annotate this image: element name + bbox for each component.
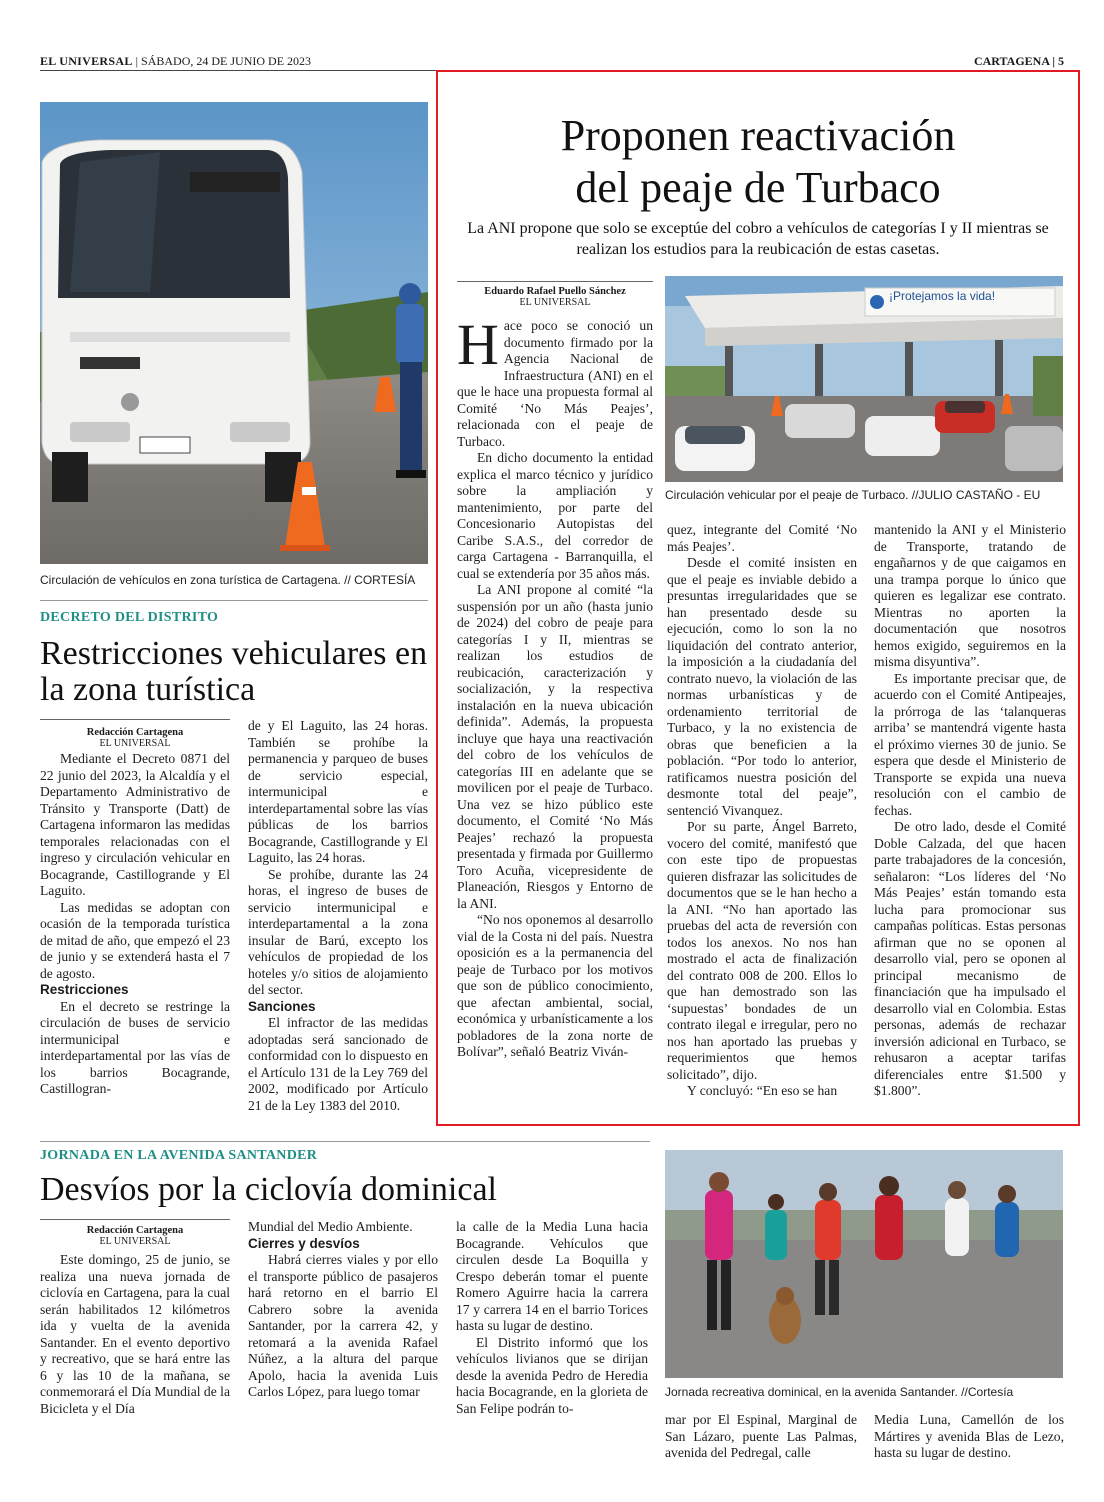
main-byline-org: EL UNIVERSAL [519,297,591,308]
paragraph: En el decreto se restringe la circulación de buses de servicio intermunicipal e interdepartamental por las vías de los barrios Bocagrande, Castillogran- [40,998,230,1096]
left-kicker: DECRETO DEL DISTRITO [40,610,219,625]
bus-photo [40,102,428,564]
main-headline [446,110,1070,214]
main-deck: La ANI propone que solo se exceptúe del cobro a vehículos de categorías I y II mientras se realizan los estudios para la reubicación de estas casetas. [467,220,1049,258]
paragraph: El Distrito informó que los vehículos livianos que se dirijan desde la avenida Pedro de Heredia hacia Bocagrande, en la glorieta de San Felipe podrán to- [456,1334,648,1416]
paragraph: El infractor de las medidas adoptadas será sancionado de conformidad con lo dispuesto en el Artículo 131 de la Ley 769 del 2002, modificado por Artículo 21 de la Ley 1383 del 2010. [248,1015,428,1113]
left-headline: Restricciones vehiculares en la zona turística [40,635,428,708]
paragraph: Habrá cierres viales y por ello el transporte público de pasajeros hará retorno en el barrio El Cabrero sobre la avenida Santander, por la carrera 42, y retomará a la avenida Rafael Núñez, a la altura del parque Apolo, hacia la avenida Luis Carlos López, para luego tomar [248,1252,438,1399]
paragraph: de y El Laguito, las 24 horas. También se prohíbe la permanencia y parqueo de buses de servicio especial, intermunicipal e interdepartamental sobre las vías públicas de los barrios Bocagrande, Castillogrande y El Laguito, las 24 horas. [248,718,428,865]
toll-photo-illustration [665,276,1063,482]
main-lead-text: ace poco se conoció un documento firmado por la Agencia Nacional de Infraestructura (ANI) en el que le hace una propuesta formal al Comité ‘No Más Peajes’, relacionada con el peaje de Turbaco. [457,318,653,449]
paragraph [457,312,653,450]
page-number: 5 [1058,54,1064,68]
bottom-byline-org: EL UNIVERSAL [99,1236,171,1247]
paragraph: Mediante el Decreto 0871 del 22 junio del 2023, la Alcaldía y el Departamento Administrativo de Tránsito y Transporte (Datt) de Cartagena informaron las medidas temporales relacionadas con el ingreso y circulación vehicular en Bocagrande, Castillogrande y El Laguito. [40,751,230,898]
bottom-story-col1 [40,1252,230,1417]
ciclovia-photo [665,1150,1063,1378]
left-byline [40,727,230,749]
paragraph: La ANI propone al comité “la suspensión por un año (hasta junio de 2024) del cobro de peaje para categorías I y II, mientras se realizan los estudios de reubicación, caracterización y socialización, y la respectiva instalación en la nueva ubicación definida”. Además, la propuesta incluye que haya una reactivación del cobro de los vehículos de categorías III en adelante que se movilicen por el peaje de Turbaco. Una vez se hizo público este documento, el Comité ‘No Más Peajes’ rechazó la propuesta presentada y firmada por Guillermo Toro Acuña, vicepresidente de Planeación, Riesgos y Entorno de la ANI. [457,582,653,911]
bottom-subhead: Cierres y desvíos [248,1235,360,1251]
paragraph: Este domingo, 25 de junio, se realiza una nueva jornada de ciclovía en Cartagena, para la cual serán habilitados 12 kilómetros ida y vuelta de la avenida Santander. En el evento deportivo y recreativo, que se hará entre las 6 y las 10 de la mañana, se conmemorará el Día Mundial de la Bicicleta y el Día [40,1252,230,1416]
section-name: CARTAGENA [973,54,1050,68]
paragraph: Por su parte, Ángel Barreto, vocero del comité, manifestó que con este tipo de propuestas quieren disfrazar las solicitudes de documentos que se le han hecho a la ANI. “No han aportado las pruebas del acta de reversión con todos los anexos. No nos han mostrado el acta de finalización del contrato 008 de 200. Ellos lo que han demostrado son las ‘supuestas’ bondades de un contrato ilegal e irregular, pero no nos han aportado las pruebas y requerimientos que hemos solicitado”, dijo. [667,819,857,1082]
main-dropcap: H [457,312,499,377]
main-story-col3 [874,522,1066,1100]
paragraph: Mundial del Medio Ambiente. [248,1219,413,1234]
bottom-story-col2 [248,1219,438,1401]
left-subhead-restricciones: Restricciones [40,982,129,997]
bottom-story-col3 [456,1219,648,1417]
left-byline-org: EL UNIVERSAL [99,738,171,749]
paragraph: En dicho documento la entidad explica el marco técnico y jurídico sobre la ampliación y mantenimiento, por parte del Concesionario Autopistas del Caribe S.A.S., del corredor de carga Cartagena - Barranquilla, el cual se extendería por 35 años más. [457,450,653,581]
bottom-byline-rule [40,1219,230,1220]
ciclovia-photo-illustration [665,1150,1063,1378]
left-byline-name: Redacción Cartagena [86,727,184,738]
bottom-byline-name: Redacción Cartagena [86,1225,184,1236]
paragraph: la calle de la Media Luna hacia Bocagrande. Vehículos que circulen desde La Boquilla y Crespo deberán tomar el puente Romero Aguirre hacia la carrera 17 y carrera 14 en el barrio Torices hasta su lugar de destino. [456,1219,648,1333]
paragraph: Las medidas se adoptan con ocasión de la temporada turística de mitad de año, que empezó el 23 de junio y se extenderá hasta el 7 de agosto. [40,899,230,981]
left-divider [40,600,428,601]
paragraph: mantenido la ANI y el Ministerio de Transporte, tratando de engañarnos y de que caigamos en una trampa porque lo único que quieren es legalizar ese contrato. Mientras no aporten la documentación que nosotros hemos exigido, seguiremos en la misma disyuntiva”. [874,522,1066,669]
main-story-col2 [667,522,857,1100]
paragraph: De otro lado, desde el Comité Doble Calzada, del que hacen parte trabajadores de la concesión, señalaron: “Los líderes del ‘No Más Peajes’ están tomando esta lucha para promocionar sus campañas políticas. Estas personas afirman que no se oponen al desarrollo vial, pero se oponen al principal mecanismo de financiación que ha impulsado el desarrollo vial en Colombia. Estas personas, además de rechazar inversión adicional en Turbaco, se rehusaron a aceptar tarifas diferenciales entre $1.500 y $1.800”. [874,819,1066,1098]
bottom-headline: Desvíos por la ciclovía dominical [40,1171,497,1208]
bus-photo-illustration [40,102,428,564]
bus-photo-caption: Circulación de vehículos en zona turística de Cartagena. // CORTESÍA [40,573,416,587]
left-story-col2 [248,718,428,1114]
main-byline-name: Eduardo Rafael Puello Sánchez [484,286,626,297]
main-story-col1 [457,312,653,1061]
main-headline-line2: del peaje de Turbaco [575,163,941,212]
bottom-divider [40,1141,650,1142]
paragraph: Media Luna, Camellón de los Mártires y avenida Blas de Lezo, hasta su lugar de destino. [874,1412,1064,1460]
paragraph: mar por El Espinal, Marginal de San Lázaro, puente Las Palmas, avenida del Pedregal, calle [665,1412,857,1460]
ciclovia-photo-caption: Jornada recreativa dominical, en la avenida Santander. //Cortesía [665,1385,1014,1399]
toll-photo [665,276,1063,482]
paragraph: Se prohíbe, durante las 24 horas, el ingreso de buses de servicio intermunicipal e interdepartamental a la zona insular de Barú, excepto los vehículos de propiedad de los hoteles y/o sitios de alojamiento del sector. [248,866,428,997]
paragraph: “No nos oponemos al desarrollo vial de la Costa ni del país. Nuestra oposición es a la permanencia del peaje de Turbaco por los motivos que son de público conocimiento, que afectan ambiental, social, económica y urbanísticamente a los pobladores de la zona norte de Bolívar”, señaló Beatriz Viván- [457,912,653,1059]
left-subhead-sanciones: Sanciones [248,998,316,1014]
bottom-kicker: JORNADA EN LA AVENIDA SANTANDER [40,1148,318,1163]
bottom-story-col5 [874,1412,1064,1462]
page-header-right: CARTAGENA | 5 [973,54,1064,68]
main-byline [457,286,653,308]
main-byline-rule [457,281,653,282]
paragraph: quez, integrante del Comité ‘No más Peajes’. [667,522,857,554]
toll-photo-caption: Circulación vehicular por el peaje de Turbaco. //JULIO CASTAÑO - EU [665,488,1041,502]
newspaper-name: EL UNIVERSAL [40,54,133,68]
main-headline-line1: Proponen reactivación [560,111,956,160]
paragraph: Desde el comité insisten en que el peaje es inviable debido a presuntas irregularidades que se han presentado desde su ejecución, como lo son la no liquidación del contrato anterior, la imposición a la ciudadanía del contrato nuevo, la violación de las normas urbanísticas y de ordenamiento territorial de Turbaco, y la no existencia de obras que beneficien a la población. “Por todo lo anterior, ratificamos nuestra posición del desmonte total del peaje”, sentenció Vivanquez. [667,555,857,818]
left-byline-rule [40,719,230,720]
bottom-story-col4 [665,1412,857,1462]
toll-sign-text: ¡Protejamos la vida! [889,289,996,303]
paragraph: Y concluyó: “En eso se han [687,1083,838,1098]
issue-date: SÁBADO, 24 DE JUNIO DE 2023 [141,54,312,68]
left-story-col1 [40,751,230,1098]
paragraph: Es importante precisar que, de acuerdo con el Comité Antipeajes, la prórroga de las ‘talanqueras arriba’ se mantendrá vigente hasta el próximo viernes 30 de junio. Se espera que desde el Ministerio de Transporte se expida una nueva resolución con el cambio de fechas. [874,670,1066,818]
bottom-byline [40,1225,230,1247]
page-header-left: EL UNIVERSAL | SÁBADO, 24 DE JUNIO DE 2023 [40,54,312,68]
